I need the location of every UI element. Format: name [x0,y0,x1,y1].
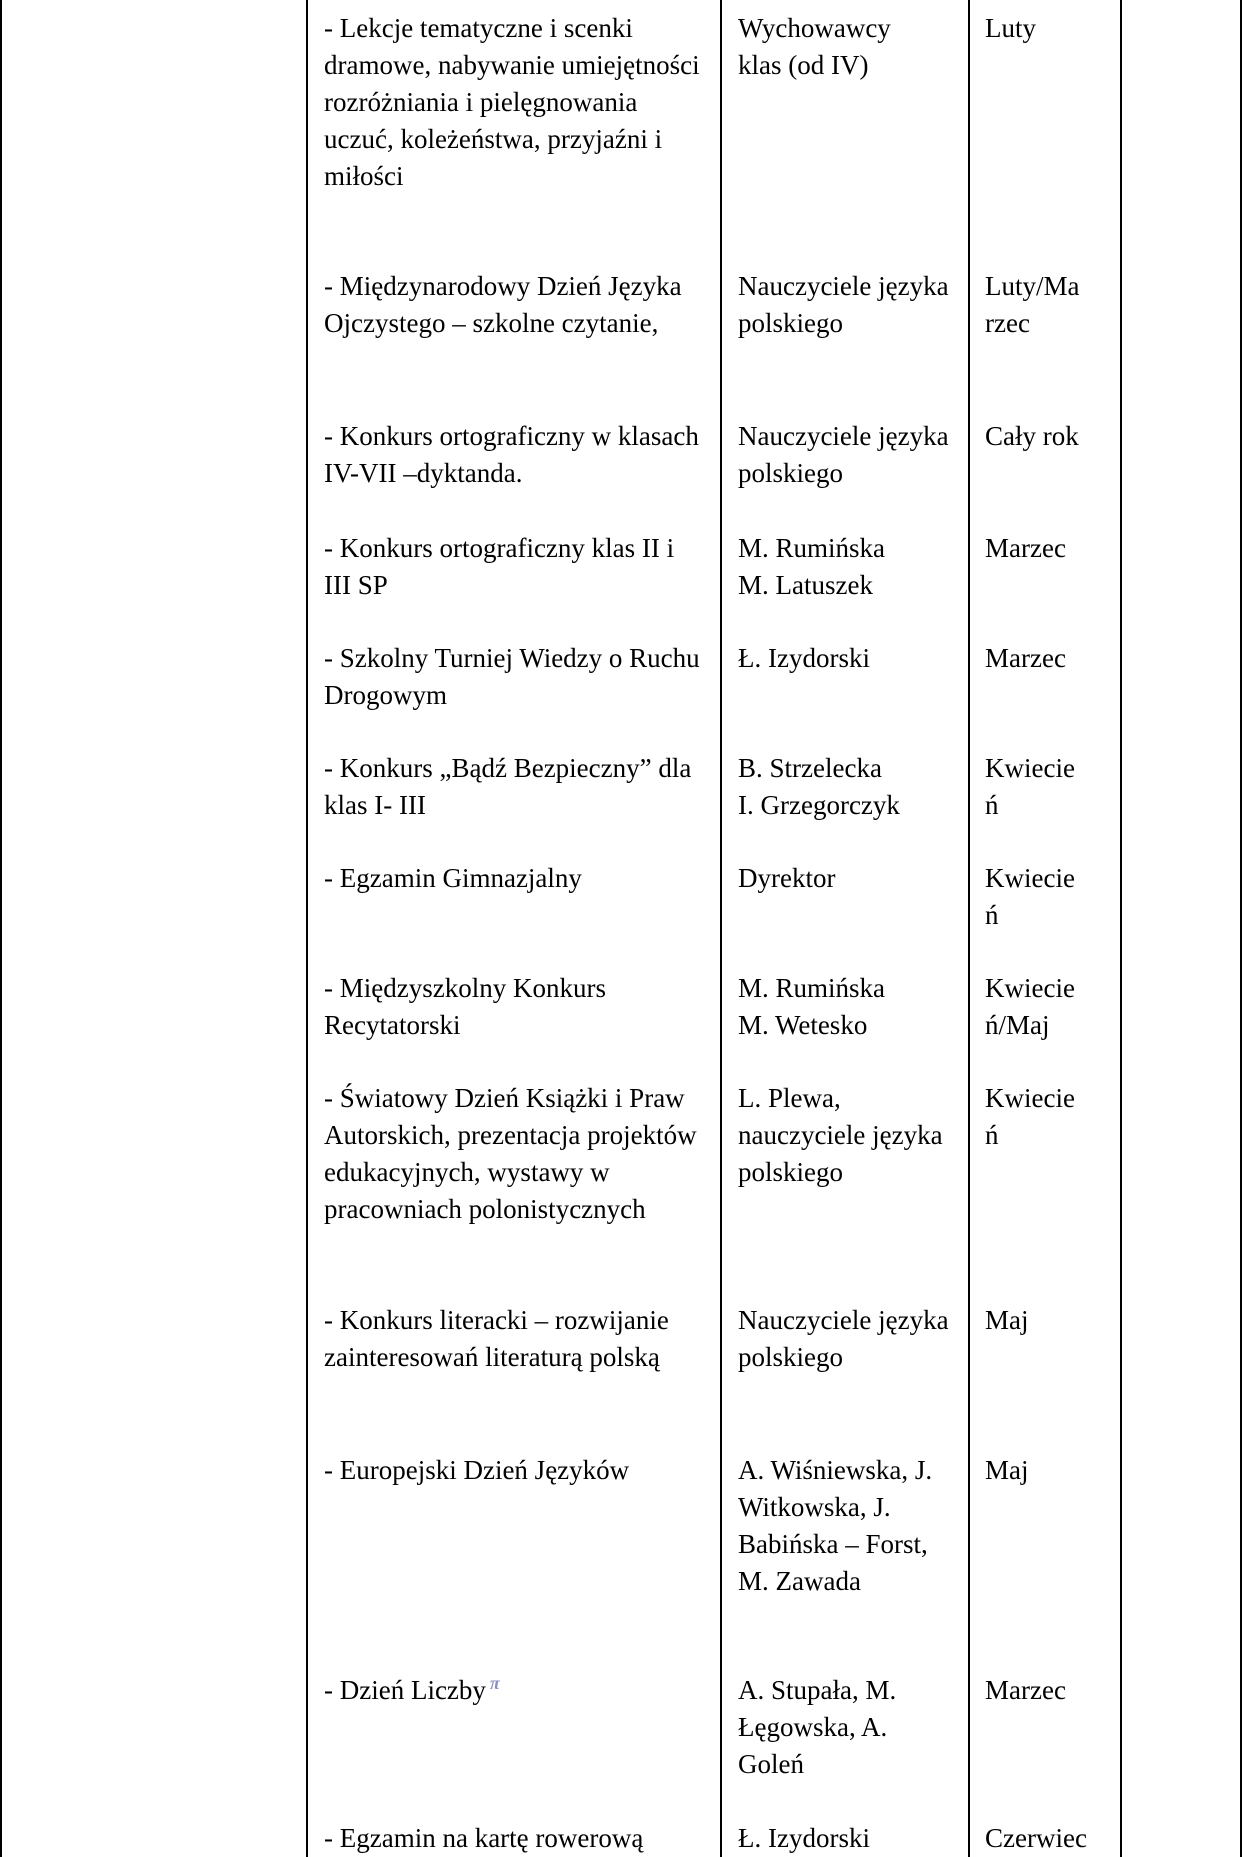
date-cell: Luty [985,13,1036,43]
responsible-cell: Nauczyciele języka polskiego [738,421,949,488]
responsible-cell: Wychowawcy klas (od IV) [738,13,891,80]
activity-cell: - Międzynarodowy Dzień Języka Ojczystego – szkolne czytanie, [324,271,682,338]
pi-symbol-icon: π [489,1673,500,1693]
column-divider-1 [306,0,308,1857]
responsible-cell: M. Rumińska M. Latuszek [738,533,886,600]
date-cell: Kwiecie ń [985,863,1075,930]
activity-cell [324,1672,704,1709]
date-cell: Kwiecie ń [985,1083,1075,1150]
activity-cell: - Lekcje tematyczne i scenki dramowe, nabywanie umiejętności rozróżniania i pielęgnowania uczuć, koleżeństwa, przyjaźni i miłości [324,13,700,191]
date-cell: Czerwiec [985,1823,1087,1853]
column-divider-2 [720,0,722,1857]
activity-cell: - Konkurs literacki – rozwijanie zainteresowań literaturą polską [324,1305,669,1372]
date-cell: Kwiecie ń [985,753,1075,820]
responsible-cell: Nauczyciele języka polskiego [738,1305,949,1372]
responsible-cell: Ł. Izydorski [738,1823,870,1853]
activity-cell: - Międzyszkolny Konkurs Recytatorski [324,973,606,1040]
date-cell: Maj [985,1305,1029,1335]
responsible-cell: L. Plewa, nauczyciele języka polskiego [738,1083,943,1187]
date-cell: Marzec [985,533,1066,563]
responsible-cell: Nauczyciele języka polskiego [738,271,949,338]
activity-text: - Dzień Liczby [324,1675,486,1705]
responsible-cell: B. Strzelecka I. Grzegorczyk [738,753,900,820]
responsible-cell: A. Wiśniewska, J. Witkowska, J. Babińska – Forst, M. Zawada [738,1455,933,1596]
activity-cell: - Szkolny Turniej Wiedzy o Ruchu Drogowym [324,643,700,710]
date-cell: Maj [985,1455,1029,1485]
date-cell: Marzec [985,1675,1066,1705]
activity-cell: - Konkurs ortograficzny klas II i III SP [324,533,675,600]
activity-cell: - Światowy Dzień Książki i Praw Autorskich, prezentacja projektów edukacyjnych, wystawy w pracowniach polonistycznych [324,1083,697,1224]
date-cell: Marzec [985,643,1066,673]
responsible-cell: Dyrektor [738,863,836,893]
activity-cell: - Egzamin Gimnazjalny [324,863,582,893]
activity-cell: - Konkurs ortograficzny w klasach IV-VII –dyktanda. [324,421,699,488]
responsible-cell: M. Rumińska M. Wetesko [738,973,886,1040]
date-cell: Luty/Ma rzec [985,271,1080,338]
date-cell: Kwiecie ń/Maj [985,973,1075,1040]
responsible-cell: Ł. Izydorski [738,643,870,673]
column-divider-3 [968,0,970,1857]
activity-cell: - Egzamin na kartę rowerową [324,1823,644,1853]
activity-cell: - Konkurs „Bądź Bezpieczny” dla klas I- III [324,753,692,820]
column-divider-4 [1120,0,1122,1857]
table-border-left [0,0,2,1857]
responsible-cell: A. Stupała, M. Łęgowska, A. Goleń [738,1675,897,1779]
activity-cell: - Europejski Dzień Języków [324,1455,630,1485]
date-cell: Cały rok [985,421,1079,451]
